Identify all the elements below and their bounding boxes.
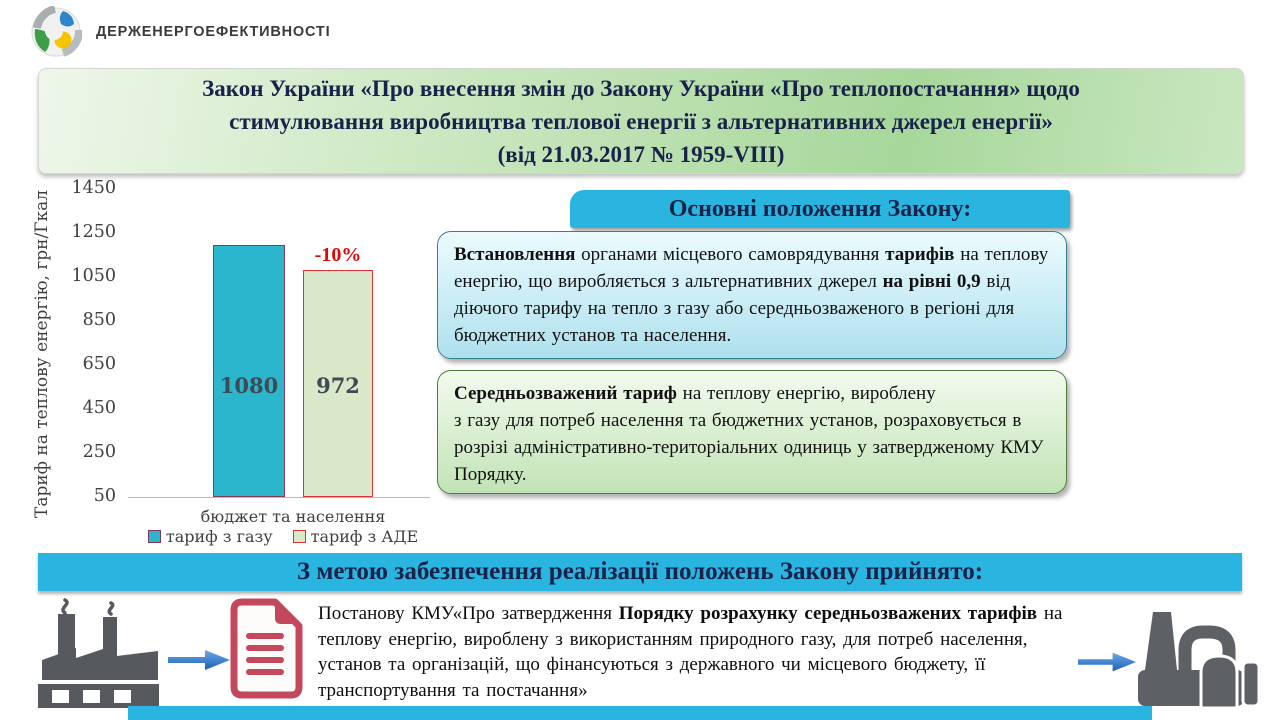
arrow-right-icon: [168, 647, 230, 673]
bar-value-label: 972: [316, 373, 360, 398]
x-axis-line: [128, 497, 430, 498]
y-axis-tick-label: 50: [93, 486, 116, 506]
legend-label: тариф з газу: [165, 527, 273, 546]
legend-item: [293, 527, 419, 546]
bar-annotation: -10%: [314, 244, 362, 266]
logo-row: [30, 6, 330, 58]
category-label: бюджет та населення: [200, 507, 386, 526]
law-points-header: Основні положення Закону:: [570, 190, 1070, 228]
title-line-1: Закон України «Про внесення змін до Закону України «Про теплопостачання» щодо: [202, 75, 1080, 101]
bar-value-label: 1080: [219, 373, 279, 398]
y-axis-tick-label: 1250: [71, 222, 116, 242]
law-point-box-2: Середньозважений тариф на теплову енергію, вироблену з газу для потреб населення та бюджетних установ, розраховується в розрізі адміністративно-територіальних одиниць у затвердженому КМУ Порядку.: [437, 370, 1067, 494]
y-axis-tick-label: 450: [82, 398, 116, 418]
energy-efficiency-logo-icon: [30, 6, 82, 58]
y-axis-tick-label: 1450: [71, 178, 116, 198]
legend-item: [148, 527, 273, 546]
industrial-plant-icon: [1130, 608, 1262, 712]
title-line-3: (від 21.03.2017 № 1959-VIII): [497, 141, 785, 167]
factory-icon: [36, 598, 164, 710]
law-point-box-1: Встановлення органами місцевого самоврядування тарифів на теплову енергію, що виробляється з альтернативних джерел на рівні 0,9 від діючого тарифу на тепло з газу або середньозваженого в регіоні для бюджетних установ та населення.: [437, 231, 1067, 359]
arrow-right-icon: [1078, 649, 1136, 675]
legend-swatch-icon: [293, 530, 306, 543]
title-line-2: стимулювання виробництва теплової енергії з альтернативних джерел енергії»: [229, 108, 1053, 134]
tariff-bar-chart: [30, 178, 460, 553]
legend-label: тариф з АДЕ: [310, 527, 419, 546]
y-axis-label: Тариф на теплову енергію, грн/Гкал: [32, 189, 52, 519]
y-axis-tick-label: 250: [82, 442, 116, 462]
bar-1: [213, 245, 285, 497]
footer-accent-strip: [128, 706, 1152, 720]
y-axis-tick-label: 1050: [71, 266, 116, 286]
document-icon: [226, 596, 304, 700]
title-banner: [38, 68, 1244, 174]
chart-legend: [128, 527, 438, 546]
implementation-banner: З метою забезпечення реалізації положень Закону прийнято:: [38, 553, 1242, 591]
y-axis-tick-label: 850: [82, 310, 116, 330]
y-axis-tick-label: 650: [82, 354, 116, 374]
legend-swatch-icon: [148, 530, 161, 543]
resolution-text: Постанову КМУ«Про затвердження Порядку розрахунку середньозважених тарифів на теплову енергію, вироблену з використанням природного газу, для потреб населення, установ та організацій, що фінансуються з державного чи місцевого бюджету, її транспортування та постачання»: [318, 603, 1063, 701]
org-name: ДЕРЖЕНЕРГОЕФЕКТИВНОСТІ: [96, 24, 331, 40]
